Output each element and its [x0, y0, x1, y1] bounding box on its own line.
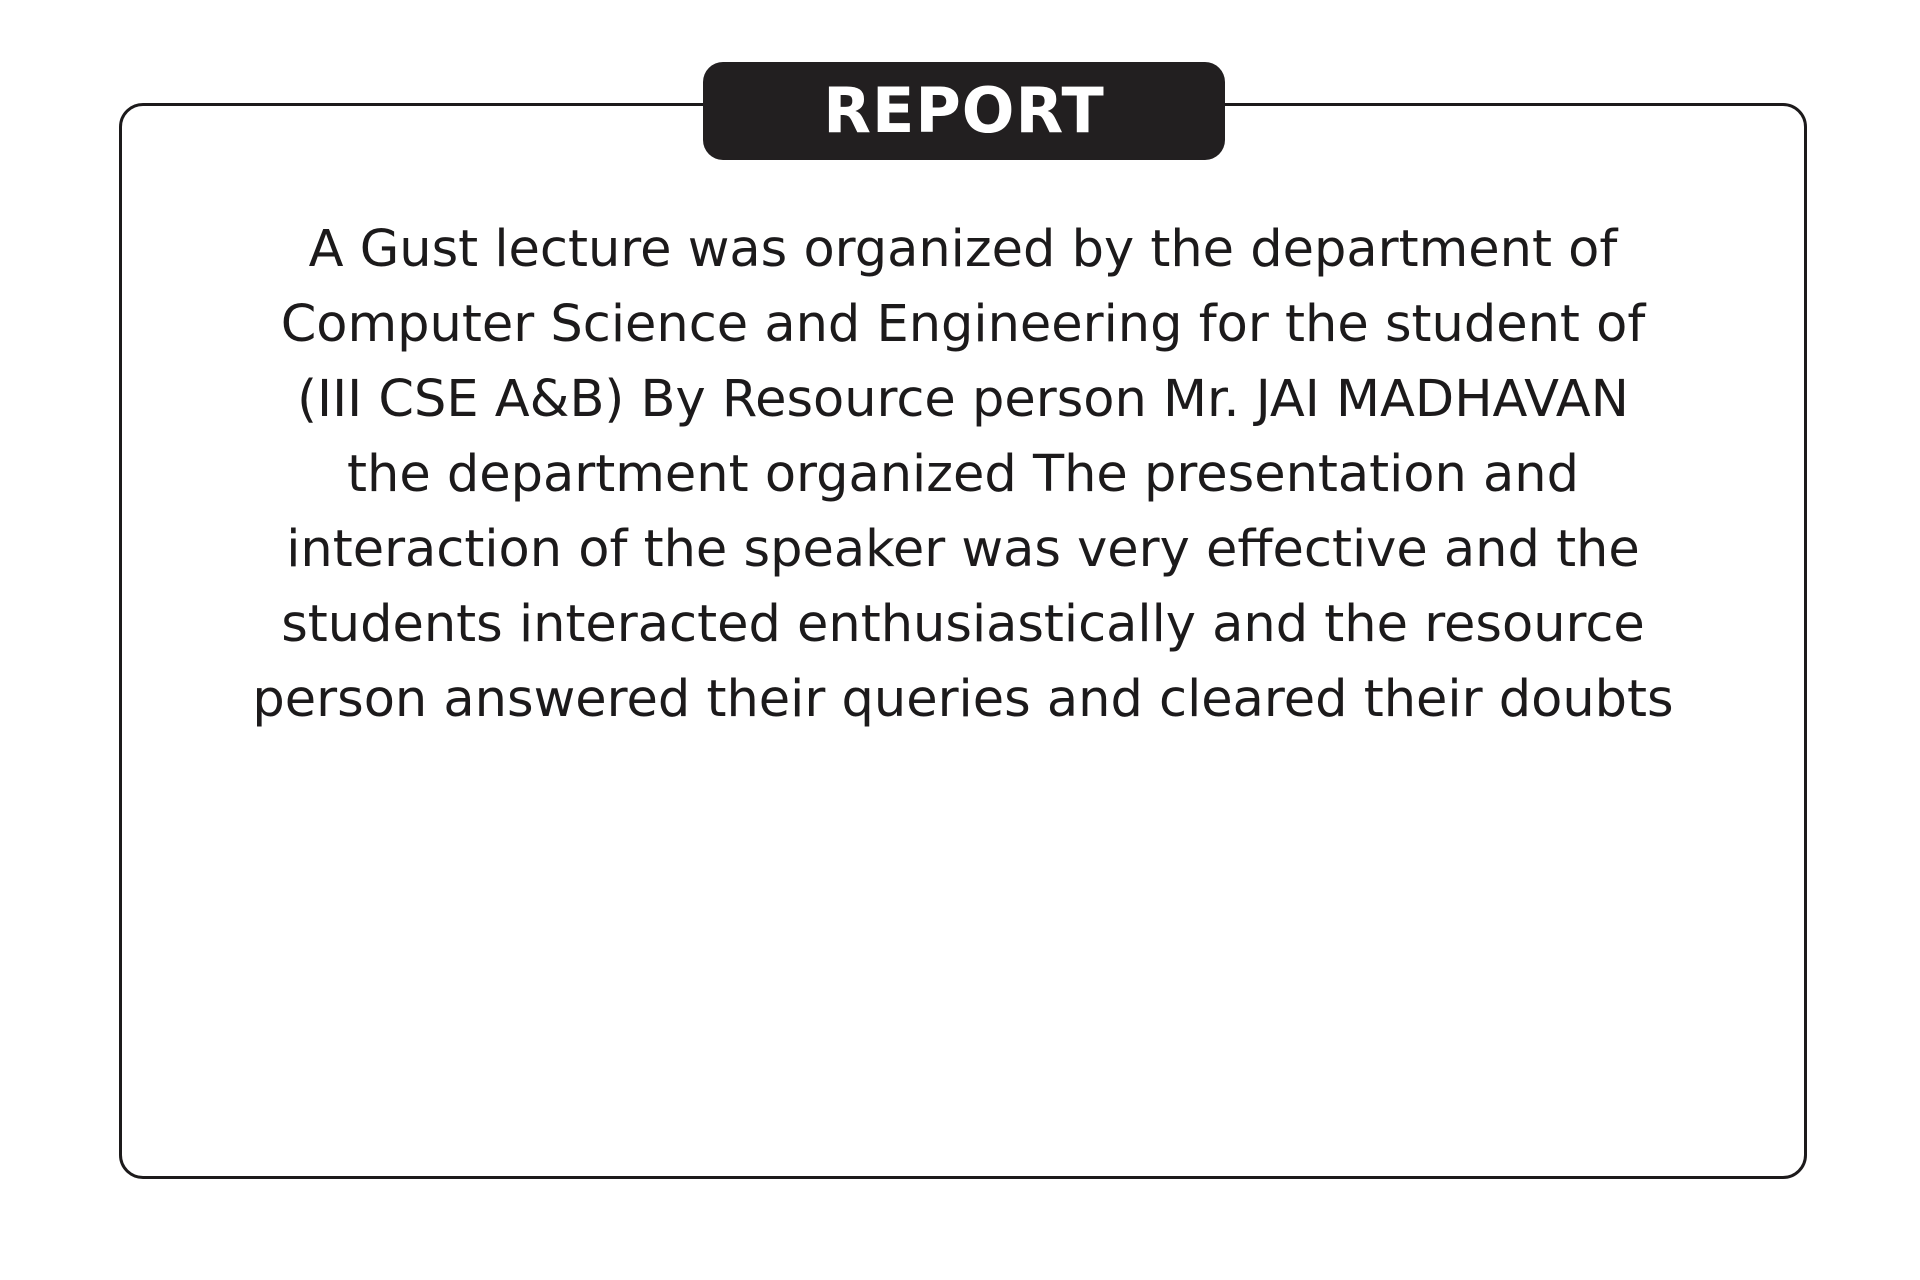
report-line: interaction of the speaker was very effective and the	[286, 520, 1640, 579]
report-title-badge	[703, 62, 1225, 160]
report-line: students interacted enthusiastically and the resource	[281, 595, 1645, 654]
report-line: A Gust lecture was organized by the department of	[308, 220, 1618, 279]
report-line: the department organized The presentation and	[347, 445, 1579, 504]
report-line: Computer Science and Engineering for the student of	[280, 295, 1646, 354]
report-body-text	[150, 212, 1776, 737]
report-title: REPORT	[823, 74, 1105, 147]
report-line: person answered their queries and cleared their doubts	[252, 670, 1674, 729]
report-line: (III CSE A&B) By Resource person Mr. JAI MADHAVAN	[297, 370, 1629, 429]
